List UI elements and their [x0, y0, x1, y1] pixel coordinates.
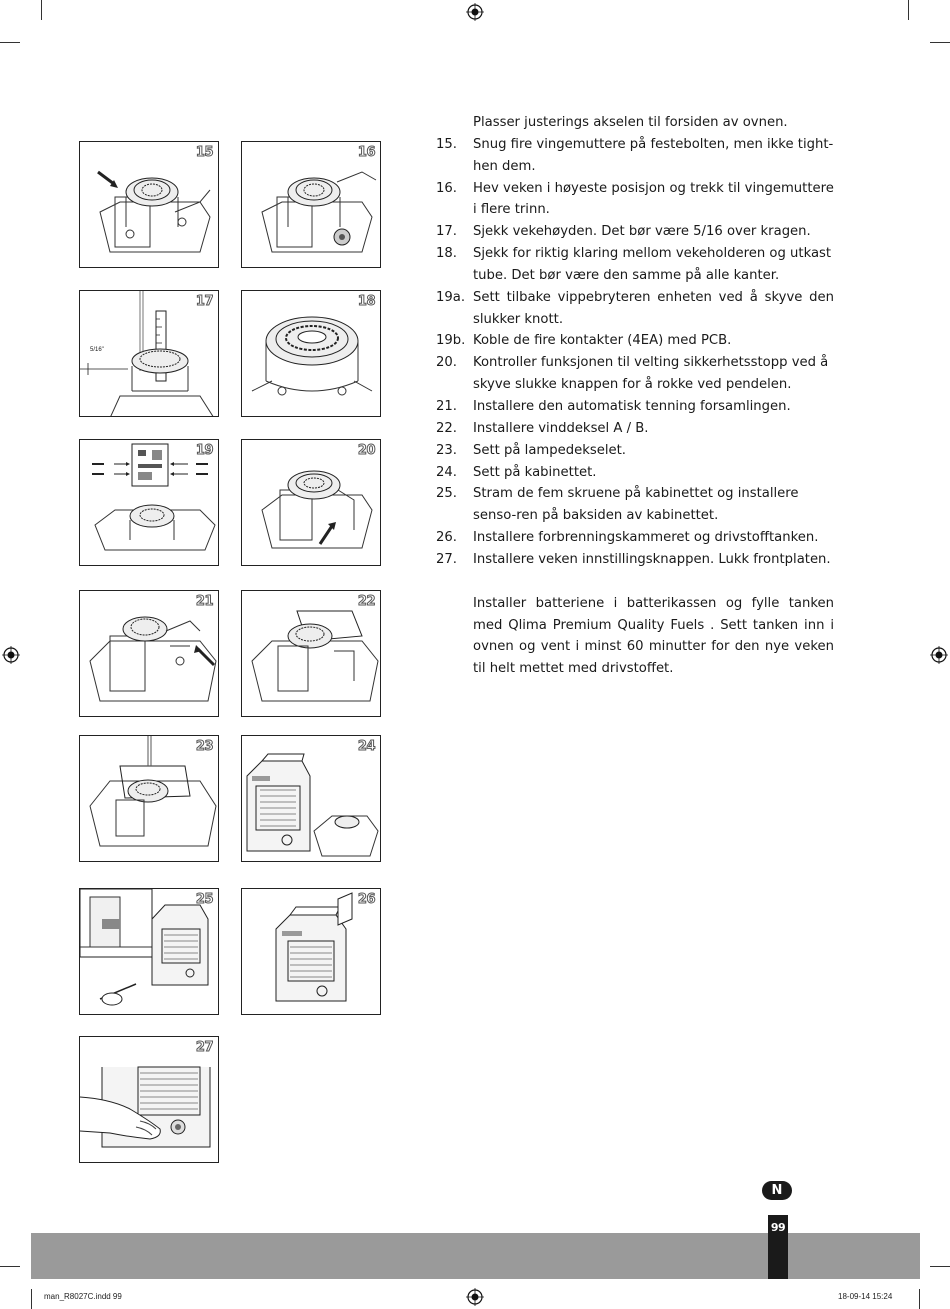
step-27 — [436, 549, 834, 571]
figure-26 — [241, 888, 381, 1015]
step-18 — [436, 243, 834, 287]
step-text: Installere vinddeksel A / B. — [473, 420, 649, 436]
figure-number: 23 — [195, 739, 213, 754]
step-number: 24. — [436, 464, 457, 480]
crop-mark — [908, 0, 909, 20]
registration-mark-icon — [466, 3, 484, 21]
closing-paragraph — [436, 593, 834, 680]
ignition-assembly-illustration — [80, 591, 219, 717]
figure-number: 19 — [195, 443, 213, 458]
intro-line — [436, 112, 834, 134]
step-text: Installere den automatisk tenning forsamlingen. — [473, 398, 791, 414]
language-badge: N — [762, 1181, 792, 1200]
step-22 — [436, 418, 834, 440]
burner-assembly-illustration — [242, 142, 381, 268]
step-text: Installere veken innstillingsknappen. Lukk frontplaten. — [473, 551, 831, 567]
figure-18 — [241, 290, 381, 417]
closing-paragraph-text: Installer batteriene i batterikassen og fylle tanken med Qlima Premium Quality Fuels . Sett tanken inn i ovnen og vent i minst 60 minutter for den nye veken til helt mettet med drivstoffet. — [473, 595, 834, 677]
step-20 — [436, 352, 834, 396]
safety-switch-test-illustration — [242, 440, 381, 566]
lamp-cover-illustration — [80, 736, 219, 862]
step-text: Sjekk vekehøyden. Det bør være 5/16 over kragen. — [473, 224, 811, 240]
figure-number: 26 — [357, 892, 375, 907]
crop-mark — [930, 1266, 950, 1267]
step-number: 22. — [436, 420, 457, 436]
step-number: 21. — [436, 398, 457, 414]
crop-mark — [0, 1266, 20, 1267]
cabinet-screws-illustration — [80, 889, 219, 1015]
intro-line-text: Plasser justerings akselen til forsiden av ovnen. — [473, 115, 788, 130]
figure-number: 22 — [357, 594, 375, 609]
figure-24 — [241, 735, 381, 862]
figure-number: 21 — [195, 594, 213, 609]
figure-17 — [79, 290, 219, 417]
crop-mark — [31, 1289, 32, 1309]
step-text: Sett på lampedekselet. — [473, 442, 626, 458]
figure-27 — [79, 1036, 219, 1163]
step-text: Installere forbrenningskammeret og drivstofftanken. — [473, 530, 819, 546]
step-26 — [436, 527, 834, 549]
step-text: Hev veken i høyeste posisjon og trekk til vingemuttere i flere trinn. — [473, 180, 834, 218]
figure-23 — [79, 735, 219, 862]
figure-22 — [241, 590, 381, 717]
figure-19 — [79, 439, 219, 566]
figure-number: 27 — [195, 1040, 213, 1055]
step-number: 15. — [436, 136, 457, 152]
step-number: 19b. — [436, 333, 466, 349]
step-number: 17. — [436, 224, 457, 240]
step-25 — [436, 483, 834, 527]
wick-clearance-illustration — [242, 291, 381, 417]
wind-cover-illustration — [242, 591, 381, 717]
step-text: Kontroller funksjonen til velting sikkerhetsstopp ved å skyve slukke knappen for å rokke ved pendelen. — [473, 355, 829, 393]
figure-number: 15 — [195, 145, 213, 160]
step-text: Snug fire vingemuttere på festebolten, men ikke tight-hen dem. — [473, 136, 834, 174]
figure-number: 20 — [357, 443, 375, 458]
page-number: 99 — [768, 1215, 788, 1279]
step-23 — [436, 440, 834, 462]
step-number: 20. — [436, 355, 457, 371]
registration-mark-icon — [930, 646, 948, 664]
step-number: 25. — [436, 486, 457, 502]
step-text: Koble de fire kontakter (4EA) med PCB. — [473, 333, 732, 349]
step-15 — [436, 134, 834, 178]
figure-15 — [79, 141, 219, 268]
figure-number: 25 — [195, 892, 213, 907]
figure-number: 16 — [357, 145, 375, 160]
combustion-chamber-tank-illustration — [242, 889, 381, 1015]
figure-number: 18 — [357, 294, 375, 309]
crop-mark — [0, 42, 20, 43]
step-text: Sett tilbake vippebryteren enheten ved å skyve den slukker knott. — [473, 289, 834, 327]
step-number: 23. — [436, 442, 457, 458]
step-17 — [436, 221, 834, 243]
step-16 — [436, 178, 834, 222]
step-number: 16. — [436, 180, 457, 196]
wick-knob-illustration — [80, 1037, 219, 1163]
registration-mark-icon — [466, 1288, 484, 1306]
figure-20 — [241, 439, 381, 566]
figure-16 — [241, 141, 381, 268]
slug-filename: man_R8027C.indd 99 — [44, 1292, 122, 1301]
figure-21 — [79, 590, 219, 717]
instruction-text — [436, 112, 834, 680]
step-number: 19a. — [436, 289, 466, 305]
figure-number: 24 — [357, 739, 375, 754]
registration-mark-icon — [2, 646, 20, 664]
step-text: Stram de fem skruene på kabinettet og installere senso-ren på baksiden av kabinettet. — [473, 486, 799, 524]
step-24 — [436, 462, 834, 484]
crop-mark — [919, 1289, 920, 1309]
figure-number: 17 — [195, 294, 213, 309]
crop-mark — [930, 42, 950, 43]
step-number: 26. — [436, 530, 457, 546]
step-19b — [436, 330, 834, 352]
pcb-connector-illustration — [80, 440, 219, 566]
step-21 — [436, 396, 834, 418]
cabinet-placement-illustration — [242, 736, 381, 862]
step-text: Sjekk for riktig klaring mellom vekeholderen og utkast tube. Det bør være den samme på alle kanter. — [473, 246, 832, 283]
wick-height-measurement-illustration — [80, 291, 219, 417]
crop-mark — [41, 0, 42, 20]
slug-timestamp: 18-09-14 15:24 — [838, 1292, 893, 1301]
burner-assembly-illustration — [80, 142, 219, 268]
step-number: 27. — [436, 551, 457, 567]
step-text: Sett på kabinettet. — [473, 464, 597, 480]
step-number: 18. — [436, 246, 457, 262]
figure-25 — [79, 888, 219, 1015]
step-19a — [436, 287, 834, 331]
figure-17-callout: 5/16" — [90, 347, 104, 353]
